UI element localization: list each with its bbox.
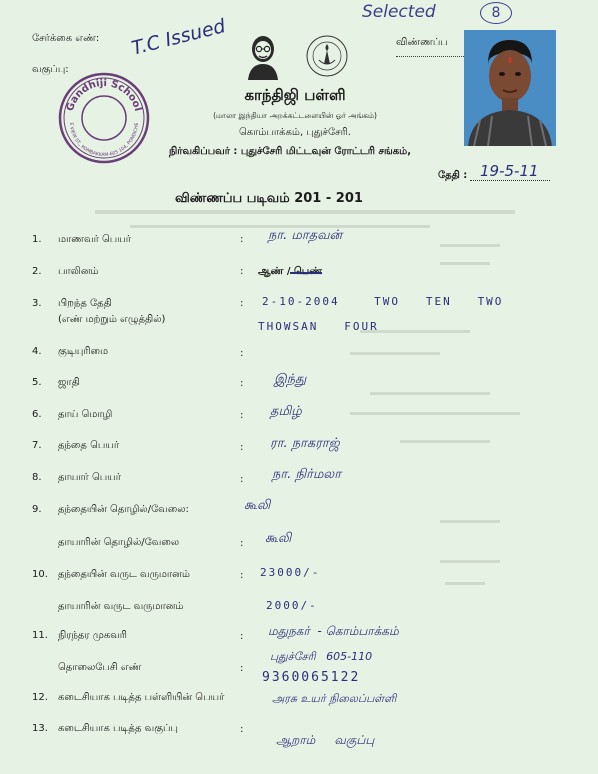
stamp-top-text: Gandhiji School (64, 77, 144, 113)
dob-label: பிறந்த தேதி (58, 298, 112, 309)
application-no-label: விண்ணப்ப (396, 37, 448, 48)
row-8-number: 8. (32, 472, 42, 483)
father-occupation-value: கூலி (244, 498, 271, 513)
row-10-number: 10. (32, 569, 48, 580)
row-4-number: 4. (32, 346, 42, 357)
row-6-number: 6. (32, 409, 42, 420)
school-subtitle: (மாலா இந்தியா அறக்கட்டளையின் ஓர் அங்கம்) (213, 111, 377, 120)
last-school-value: அரசு உயர் நிலைப்பள்ளி (272, 692, 397, 705)
row-8-colon: : (240, 474, 244, 485)
father-name-label: தந்தை பெயர் (58, 440, 120, 451)
permanent-address-label: நிரந்தர முகவரி (58, 630, 127, 641)
student-name-label: மாணவர் பெயர் (58, 234, 131, 245)
phone-value: 9360065122 (262, 670, 361, 685)
form-title: விண்ணப்ப படிவம் 201 - 201 (175, 191, 363, 206)
dob-sublabel: (எண் மற்றும் எழுத்தில்) (58, 314, 166, 325)
dob-value: 2-10-2004 TWO TEN TWO (262, 295, 504, 308)
gandhi-logo-icon (244, 34, 282, 80)
gender-label: பாலினம் (58, 266, 99, 277)
dob-words-value: THOWSAN FOUR (258, 320, 379, 333)
student-name-value: நா. மாதவன் (268, 228, 343, 243)
selected-number: 8 (480, 2, 512, 24)
class-label: வகுப்பு: (32, 64, 69, 75)
mother-occupation-value: கூலி (265, 531, 292, 546)
last-class-label: கடைசியாக படித்த வகுப்பு (58, 723, 178, 734)
mother-occupation-label: தாயாரின் தொழில்/வேலை (58, 537, 180, 548)
father-income-label: தந்தையின் வருட வருமானம் (58, 569, 190, 580)
last-class-value: ஆறாம் வகுப்பு (276, 733, 375, 747)
row-9b-colon: : (240, 538, 244, 549)
row-6-colon: : (240, 410, 244, 421)
tc-issued-note: T.C Issued (129, 15, 228, 60)
row-13-colon: : (240, 724, 244, 735)
father-income-value: 23000/- (260, 566, 321, 579)
last-school-label: கடைசியாக படித்த பள்ளியின் பெயர் (58, 692, 225, 703)
mother-name-value: நா. நிர்மலா (272, 467, 341, 482)
date-label: தேதி : (438, 170, 468, 181)
mother-name-label: தாயார் பெயர் (58, 472, 121, 483)
row-12-number: 12. (32, 692, 48, 703)
caste-value: இந்து (274, 372, 307, 387)
gender-strikeout (290, 272, 322, 274)
row-7-number: 7. (32, 440, 42, 451)
row-13-number: 13. (32, 723, 48, 734)
caste-label: ஜாதி (58, 377, 80, 388)
permanent-address-value: மதுநகர் - கொம்பாக்கம் (268, 624, 399, 638)
phone-label: தொலைபேசி எண் (58, 662, 142, 673)
father-name-value: ரா. நாகராஜ் (270, 436, 340, 451)
row-2-number: 2. (32, 266, 42, 277)
row-4-colon: : (240, 348, 244, 359)
address-line2-value: புதுச்சேரி 605-110 (270, 650, 373, 663)
student-photo (464, 30, 556, 146)
row-3-colon: : (240, 298, 244, 309)
mother-tongue-label: தாய் மொழி (58, 409, 113, 420)
stamp-bottom-text: E VIEW ST., KOMBAKKAM-605 104, PONDICHE (67, 122, 141, 159)
date-value: 19-5-11 (480, 162, 539, 180)
row-11-colon: : (240, 631, 244, 642)
school-address: கொம்பாக்கம், புதுச்சேரி. (239, 127, 351, 138)
row-5-number: 5. (32, 377, 42, 388)
row-7-colon: : (240, 442, 244, 453)
row-3-number: 3. (32, 298, 42, 309)
mother-income-value: 2000/- (266, 599, 318, 612)
row-9-number: 9. (32, 504, 42, 515)
school-name: காந்திஜி பள்ளி (244, 86, 346, 104)
selected-note: Selected (362, 2, 436, 22)
student-photo-image (464, 30, 556, 146)
row-1-number: 1. (32, 234, 42, 245)
row-11b-colon: : (240, 663, 244, 674)
managed-by: நிர்வகிப்பவர் : புதுச்சேரி மிட்டவுன் ரோட்டரி சங்கம், (168, 146, 411, 157)
mother-tongue-value: தமிழ் (270, 404, 302, 419)
application-no-line (396, 56, 466, 57)
row-11-number: 11. (32, 630, 48, 641)
admission-no-label: சேர்க்கை எண்: (32, 33, 100, 44)
mother-income-label: தாயாரின் வருட வருமானம் (58, 601, 184, 612)
emblem-logo-icon (305, 34, 349, 78)
date-line (470, 180, 550, 181)
row-5-colon: : (240, 378, 244, 389)
row-10-colon: : (240, 570, 244, 581)
row-1-colon: : (240, 234, 244, 245)
row-2-colon: : (240, 266, 244, 277)
gender-value: ஆண் / பெண் (258, 266, 322, 277)
nationality-label: குடியுரிமை (58, 346, 109, 357)
father-occupation-label: தந்தையின் தொழில்/வேலை: (58, 504, 189, 515)
